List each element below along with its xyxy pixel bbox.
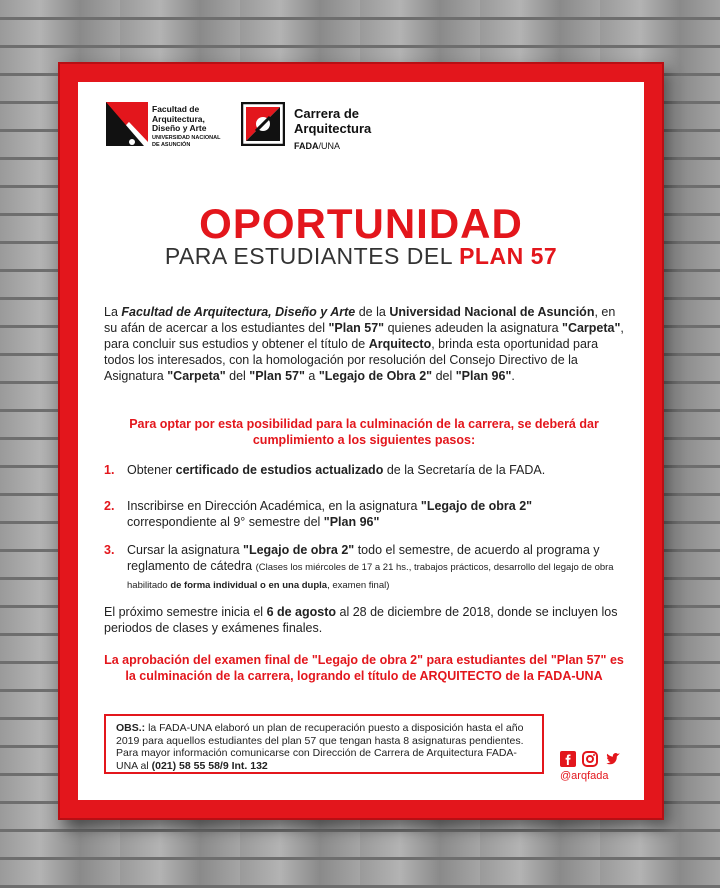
intro-text: , en su afán de acercar a los estudiantes del bbox=[104, 305, 616, 335]
step-note-highlight: de forma individual o en una dupla bbox=[170, 580, 328, 591]
intro-text: La bbox=[104, 305, 122, 319]
intro-text: del bbox=[432, 369, 456, 383]
next-semester-text: El próximo semestre inicia el bbox=[104, 605, 267, 619]
poster bbox=[78, 82, 644, 800]
career-institution bbox=[294, 139, 414, 154]
intro-faculty-name: Facultad de Arquitectura, Diseño y Arte bbox=[121, 305, 356, 319]
step-note: , examen final) bbox=[327, 580, 390, 591]
obs-box bbox=[104, 714, 544, 774]
step-highlight: "Legajo de obra 2" bbox=[420, 499, 533, 513]
intro-text: , para concluir sus estudios y obtener el título de bbox=[104, 321, 624, 351]
intro-text: de la bbox=[355, 305, 390, 319]
next-semester-date: 6 de agosto bbox=[266, 605, 337, 619]
step-note: (Clases los miércoles de 17 a 21 hs., trabajos prácticos, desarrollo del legajo de obra habilitado bbox=[127, 562, 614, 591]
step-text: Inscribirse en Dirección Académica, en la asignatura bbox=[127, 499, 421, 513]
page-title: OPORTUNIDAD bbox=[199, 200, 523, 247]
final-note-highlight: ARQUITECTO bbox=[419, 669, 502, 683]
steps-heading: Para optar por esta posibilidad para la culminación de la carrera, se deberá dar cumplimiento a los siguientes pasos: bbox=[129, 417, 599, 447]
intro-university-name: Universidad Nacional de Asunción bbox=[389, 305, 595, 319]
intro-carpeta: "Carpeta" bbox=[562, 321, 621, 335]
step-text: Obtener bbox=[127, 463, 176, 477]
step-text: correspondiente al 9° semestre del bbox=[127, 515, 324, 529]
intro-carpeta-2: "Carpeta" bbox=[167, 369, 226, 383]
final-note-highlight: "Legajo de obra 2" bbox=[311, 653, 424, 667]
final-note-text: es la culminación de la carrera, logrando el título de bbox=[125, 653, 624, 683]
final-note-highlight: "Plan 57" bbox=[550, 653, 607, 667]
subtitle-text: PARA ESTUDIANTES DEL bbox=[164, 243, 460, 269]
fada-logo-icon bbox=[106, 102, 148, 146]
next-semester-paragraph bbox=[104, 604, 624, 636]
step-number: 3. bbox=[104, 543, 115, 557]
twitter-icon[interactable] bbox=[605, 751, 621, 767]
instagram-icon[interactable] bbox=[582, 751, 598, 767]
intro-text: . bbox=[511, 369, 515, 383]
next-semester-text: al 28 de diciembre de 2018, donde se incluyen los periodos de clases y exámenes finales. bbox=[104, 605, 618, 635]
obs-phone: (021) 58 55 58/9 Int. 132 bbox=[151, 759, 268, 772]
fada-university-line1: UNIVERSIDAD NACIONAL bbox=[152, 134, 221, 141]
intro-paragraph bbox=[104, 304, 624, 384]
intro-text: del bbox=[225, 369, 250, 383]
final-note-text: para estudiantes del bbox=[423, 653, 551, 667]
social-handle[interactable]: @arqfada bbox=[560, 770, 609, 782]
step-text: todo el semestre, de acuerdo al programa y reglamento de cátedra bbox=[127, 543, 600, 573]
fada-name-line2: Arquitectura, bbox=[152, 113, 205, 124]
career-institution-bold: FADA bbox=[294, 141, 319, 151]
step-number: 1. bbox=[104, 463, 115, 477]
step-content bbox=[127, 498, 622, 530]
career-name-line2: Arquitectura bbox=[294, 121, 372, 136]
fada-name-line3: Diseño y Arte bbox=[152, 123, 207, 133]
intro-text: , brinda esta oportunidad para todos los interesados, con la homologación por resolución del Consejo Directivo de la Asignatura bbox=[104, 337, 599, 383]
facebook-icon[interactable] bbox=[560, 751, 576, 767]
obs-label: OBS.: bbox=[116, 722, 146, 734]
step-highlight: certificado de estudios actualizado bbox=[175, 463, 384, 477]
intro-plan57: "Plan 57" bbox=[328, 321, 385, 335]
fada-name-line1: Facultad de bbox=[152, 104, 200, 114]
final-note-text: La aprobación del examen final de bbox=[104, 653, 312, 667]
intro-plan57-2: "Plan 57" bbox=[249, 369, 305, 383]
step-highlight: "Plan 96" bbox=[323, 515, 380, 529]
intro-plan96: "Plan 96" bbox=[455, 369, 512, 383]
step-highlight: "Legajo de obra 2" bbox=[243, 543, 355, 557]
step-text: Cursar la asignatura bbox=[127, 543, 244, 557]
career-logo-icon bbox=[241, 102, 285, 146]
intro-text: a bbox=[304, 369, 319, 383]
fada-university-line2: DE ASUNCIÓN bbox=[152, 142, 191, 148]
subtitle-highlight: PLAN 57 bbox=[459, 243, 558, 269]
obs-text: la FADA-UNA elaboró un plan de recuperación puesto a disposición hasta el año 2019 para aquellos estudiantes del plan 57 que tengan hasta 8 asignaturas pendientes. Para mayor información comunicarse con Dirección de Carrera de Arquitectura FADA-UNA al bbox=[116, 722, 524, 772]
intro-arquitecto: Arquitecto bbox=[368, 337, 432, 351]
page-subtitle bbox=[78, 243, 644, 270]
intro-legajo: "Legajo de Obra 2" bbox=[318, 369, 433, 383]
final-note bbox=[104, 652, 624, 684]
final-note-text: de la FADA-UNA bbox=[501, 669, 603, 683]
career-name-line1: Carrera de bbox=[294, 106, 360, 121]
step-content bbox=[127, 542, 622, 594]
step-number: 2. bbox=[104, 499, 115, 513]
header-logos bbox=[106, 102, 506, 162]
step-text: de la Secretaría de la FADA. bbox=[383, 463, 546, 477]
step-content bbox=[127, 462, 622, 478]
social-icons bbox=[560, 750, 630, 768]
career-institution-rest: /UNA bbox=[318, 141, 341, 151]
intro-text: quienes adeuden la asignatura bbox=[384, 321, 563, 335]
career-logo-text bbox=[294, 106, 414, 154]
